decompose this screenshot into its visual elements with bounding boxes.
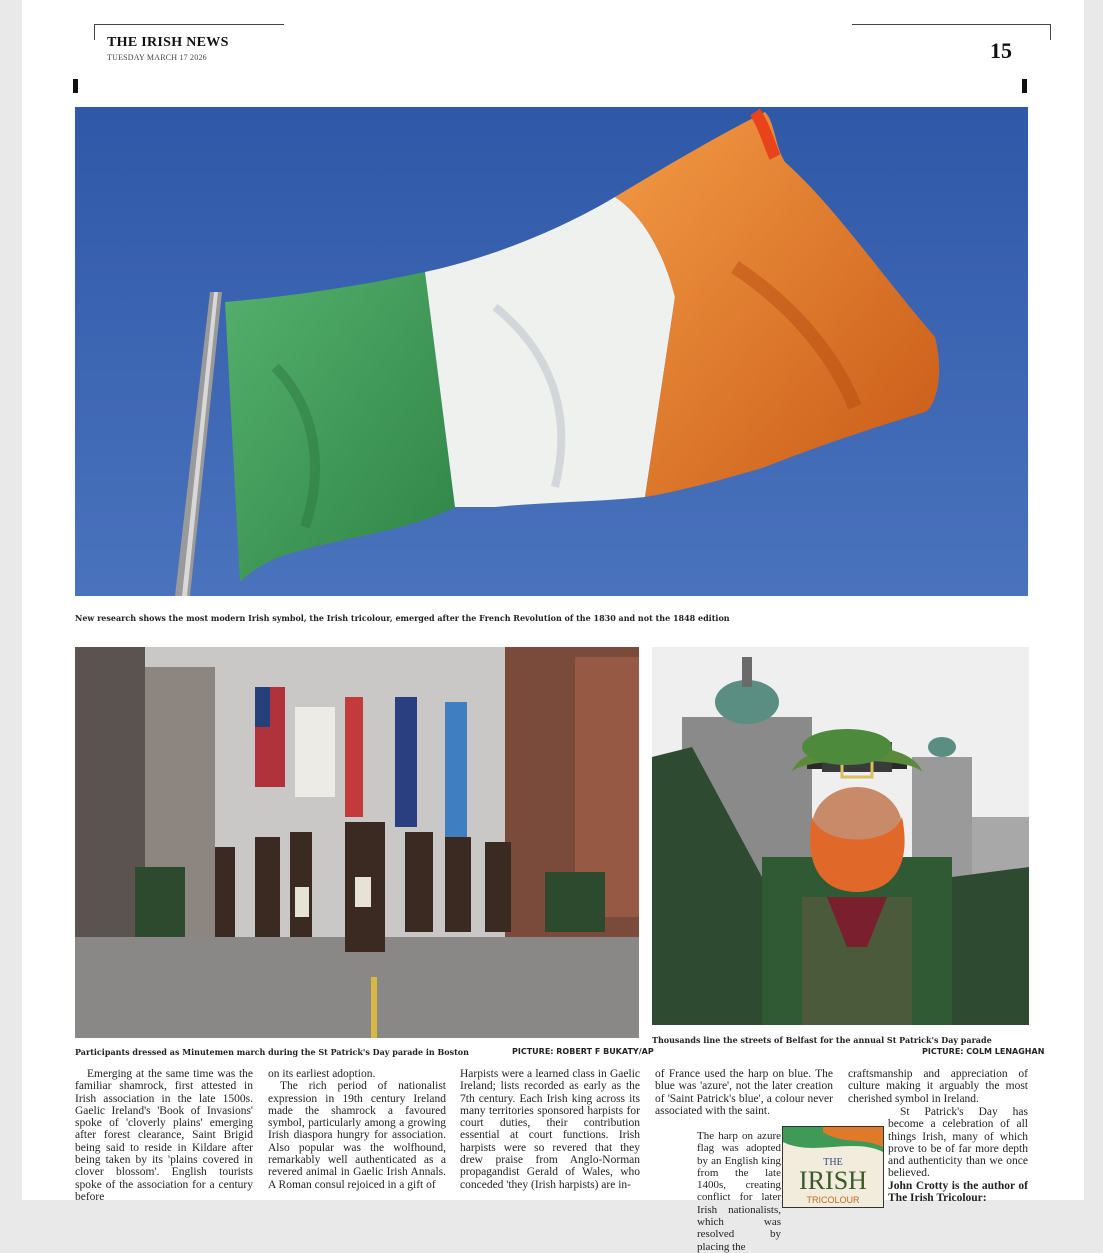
article-column-4-wrap (697, 1130, 781, 1253)
belfast-parade-photo (652, 647, 1029, 1025)
publication-title: THE IRISH NEWS (107, 35, 229, 50)
article-column-5-wrap (888, 1106, 1028, 1204)
article-paragraph: on its earliest adoption. (268, 1068, 376, 1080)
boston-parade-photo (75, 647, 639, 1038)
book-cover-art (783, 1127, 883, 1207)
hero-photo-tricolour (75, 107, 1028, 596)
article-paragraph: St Patrick's Day has become a celebration of all things Irish, many of which prove to be of far more depth and authenticity than we once believed. (888, 1106, 1028, 1180)
book-cover-word-the: THE (823, 1157, 843, 1168)
header-rule-right-vertical (1050, 24, 1051, 40)
article-paragraph: of France used the harp on blue. The blue was 'azure', not the later creation of 'Saint Patrick's blue', a colour never associated with the saint. (655, 1068, 833, 1117)
header-rule-left-vertical (94, 24, 95, 40)
tricolour-image (75, 107, 1028, 596)
article-column-1 (75, 1068, 253, 1203)
article-paragraph: Emerging at the same time was the familiar shamrock, first attested in Irish association in the late 1500s. Gaelic Ireland's 'Book of Invasions' spoke of 'cloverly plains' emerging after forest clearance, Saint Brigid being said to reside in Kildare after being taken by its 'plains covered in clover blossom'. English tourists spoke of the association for a century before (75, 1068, 253, 1203)
belfast-credit: PICTURE: COLM LENAGHAN (922, 1047, 1045, 1056)
header-rule-left (94, 24, 284, 25)
header-marker-left (73, 79, 78, 93)
article-paragraph: Harpists were a learned class in Gaelic Ireland; lists recorded as early as the 7th century. Each Irish king across its many territories sponsored harpists for court duties, their contribution essential at court functions. Irish harpists were so revered that they drew praise from Anglo-Norman propagandist Gerald of Wales, who conceded 'they (Irish harpists) are in- (460, 1068, 640, 1191)
hero-caption: New research shows the most modern Irish symbol, the Irish tricolour, emerged after the French Revolution of the 1830 and not the 1848 edition (75, 613, 730, 623)
article-column-5 (848, 1068, 1028, 1105)
header-marker-right (1022, 79, 1027, 93)
belfast-caption: Thousands line the streets of Belfast for the annual St Patrick's Day parade (652, 1035, 992, 1045)
author-bio: John Crotty is the author of The Irish Tricolour: (888, 1179, 1028, 1205)
belfast-parade-image (652, 647, 1029, 1025)
book-cover-image (782, 1126, 884, 1208)
article-column-3 (460, 1068, 640, 1191)
publication-date: TUESDAY MARCH 17 2026 (107, 53, 207, 62)
article-paragraph: The harp on azure flag was adopted by an English king from the late 1400s, creating conflict for later Irish nationalists, which was resolved by placing the (697, 1130, 781, 1253)
book-cover-word-irish: IRISH (799, 1166, 867, 1195)
article-paragraph: craftsmanship and appreciation of culture making it arguably the most cherished symbol in Ireland. (848, 1068, 1028, 1105)
book-cover-word-tricolour: TRICOLOUR (806, 1195, 860, 1205)
header-rule-right (852, 24, 1051, 25)
article-column-2 (268, 1068, 446, 1191)
boston-caption: Participants dressed as Minutemen march during the St Patrick's Day parade in Boston (75, 1047, 469, 1057)
article-column-4 (655, 1068, 833, 1117)
page-number: 15 (990, 38, 1012, 63)
boston-parade-image (75, 647, 639, 1038)
article-paragraph: The rich period of nationalist expression in 19th century Ireland made the shamrock a favoured symbol, particularly among a growing Irish diaspora hungry for association. Also popular was the wolfhound, remarkably well authenticated as a revered animal in Gaelic Irish Annals. A Roman consul rejoiced in a gift of (268, 1080, 446, 1191)
boston-credit: PICTURE: ROBERT F BUKATY/AP (512, 1047, 654, 1056)
